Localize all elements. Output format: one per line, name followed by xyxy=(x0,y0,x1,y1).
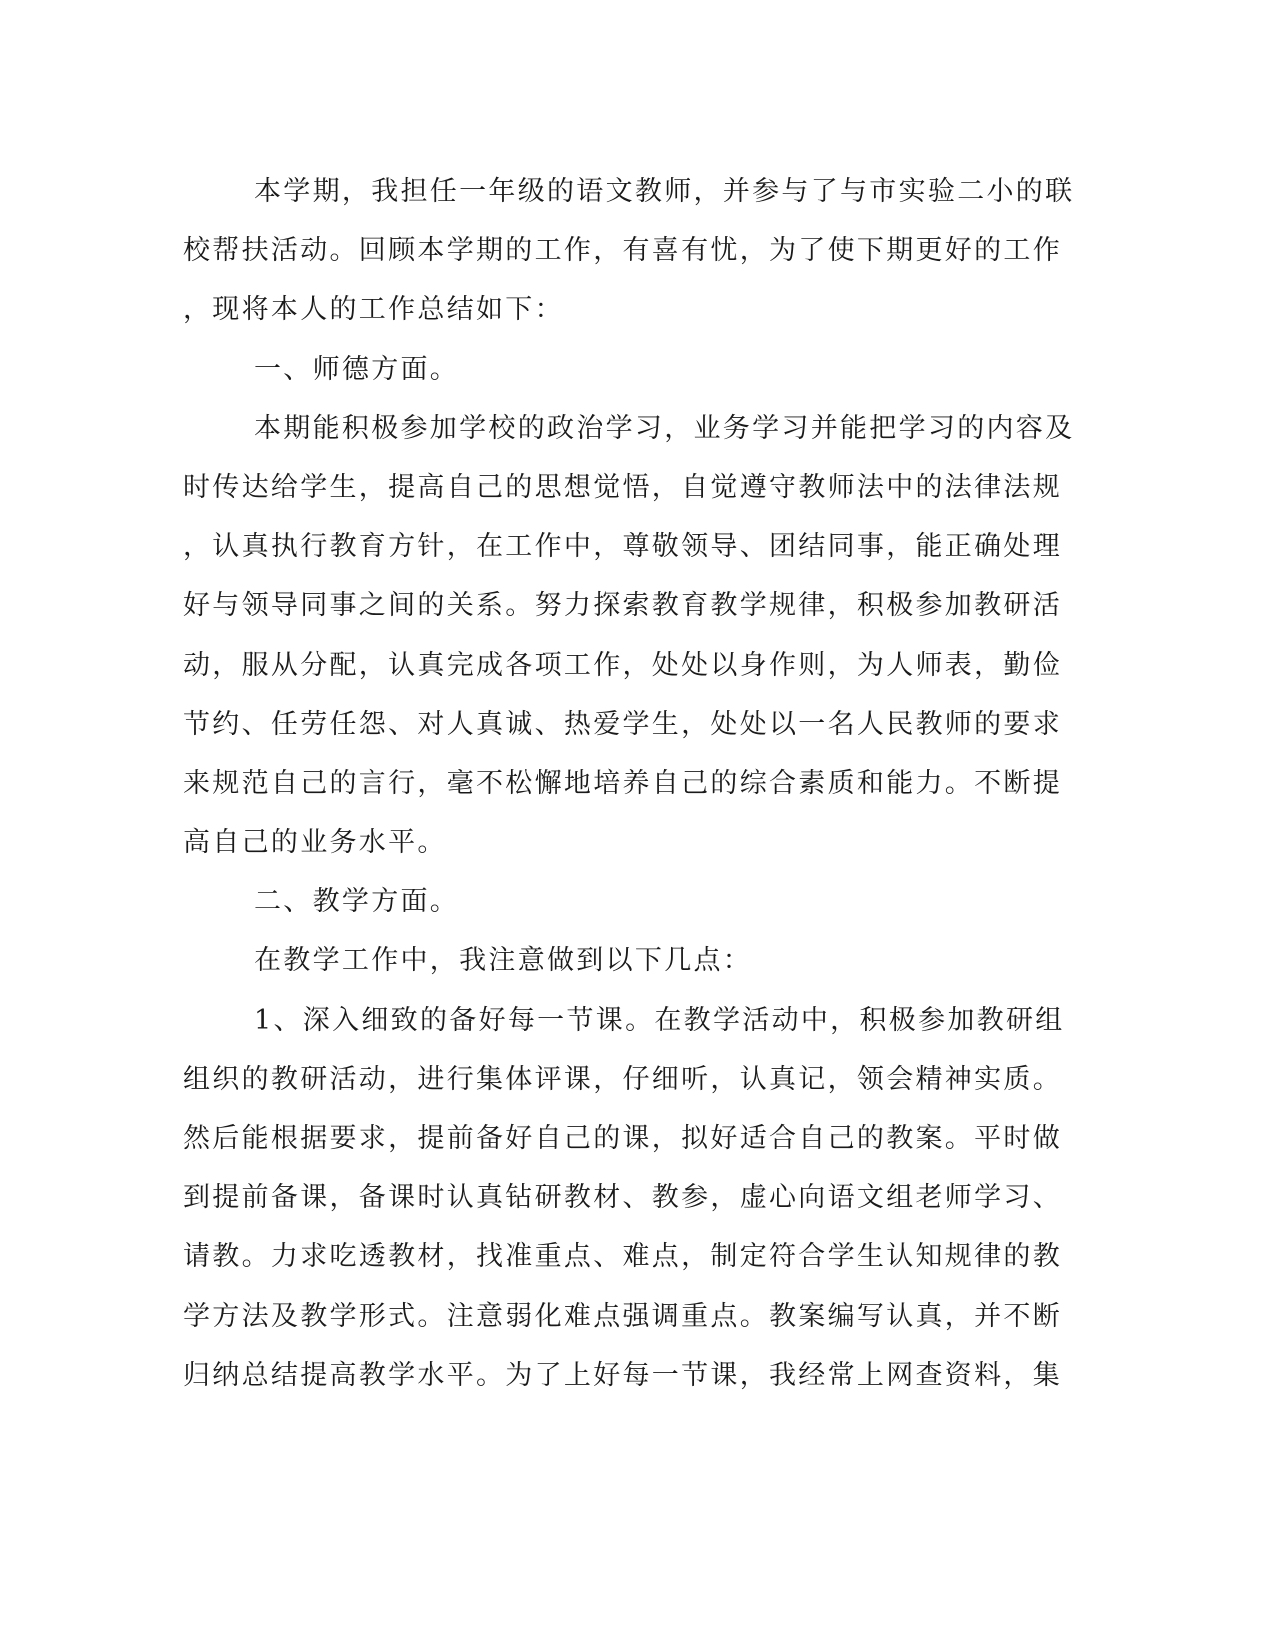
text-line: 二、教学方面。 xyxy=(254,886,460,918)
text-line: 好与领导同事之间的关系。努力探索教育教学规律，积极参加教研活 xyxy=(183,590,1062,622)
text-line: ，认真执行教育方针，在工作中，尊敬领导、团结同事，能正确处理 xyxy=(183,531,1062,563)
text-line: 学方法及教学形式。注意弱化难点强调重点。教案编写认真，并不断 xyxy=(183,1300,1062,1332)
text-line: 节约、任劳任怨、对人真诚、热爱学生，处处以一名人民教师的要求 xyxy=(183,708,1062,740)
text-line: 高自己的业务水平。 xyxy=(183,827,447,859)
text-line: 到提前备课，备课时认真钻研教材、教参，虚心向语文组老师学习、 xyxy=(183,1182,1062,1214)
document-body xyxy=(183,162,1073,1405)
text-line: 动，服从分配，认真完成各项工作，处处以身作则，为人师表，勤俭 xyxy=(183,649,1062,681)
text-line: 请教。力求吃透教材，找准重点、难点，制定符合学生认知规律的教 xyxy=(183,1241,1062,1273)
text-line: 归纳总结提高教学水平。为了上好每一节课，我经常上网查资料，集 xyxy=(183,1359,1062,1391)
text-line: 一、师德方面。 xyxy=(254,353,460,385)
text-line: 在教学工作中，我注意做到以下几点： xyxy=(254,945,753,977)
text-line: 本学期，我担任一年级的语文教师，并参与了与市实验二小的联 xyxy=(254,176,1075,207)
text-line: 然后能根据要求，提前备好自己的课，拟好适合自己的教案。平时做 xyxy=(183,1123,1062,1154)
text-line: 组织的教研活动，进行集体评课，仔细听，认真记，领会精神实质。 xyxy=(183,1063,1062,1095)
text-line: 来规范自己的言行，毫不松懈地培养自己的综合素质和能力。不断提 xyxy=(183,767,1062,799)
text-line: 时传达给学生，提高自己的思想觉悟，自觉遵守教师法中的法律法规 xyxy=(183,471,1062,503)
text-line: 校帮扶活动。回顾本学期的工作，有喜有忧，为了使下期更好的工作 xyxy=(183,235,1062,267)
text-line: ，现将本人的工作总结如下： xyxy=(183,294,564,326)
text-line: 本期能积极参加学校的政治学习，业务学习并能把学习的内容及 xyxy=(254,412,1075,444)
text-line: 1、深入细致的备好每一节课。在教学活动中，积极参加教研组 xyxy=(254,1004,1065,1036)
